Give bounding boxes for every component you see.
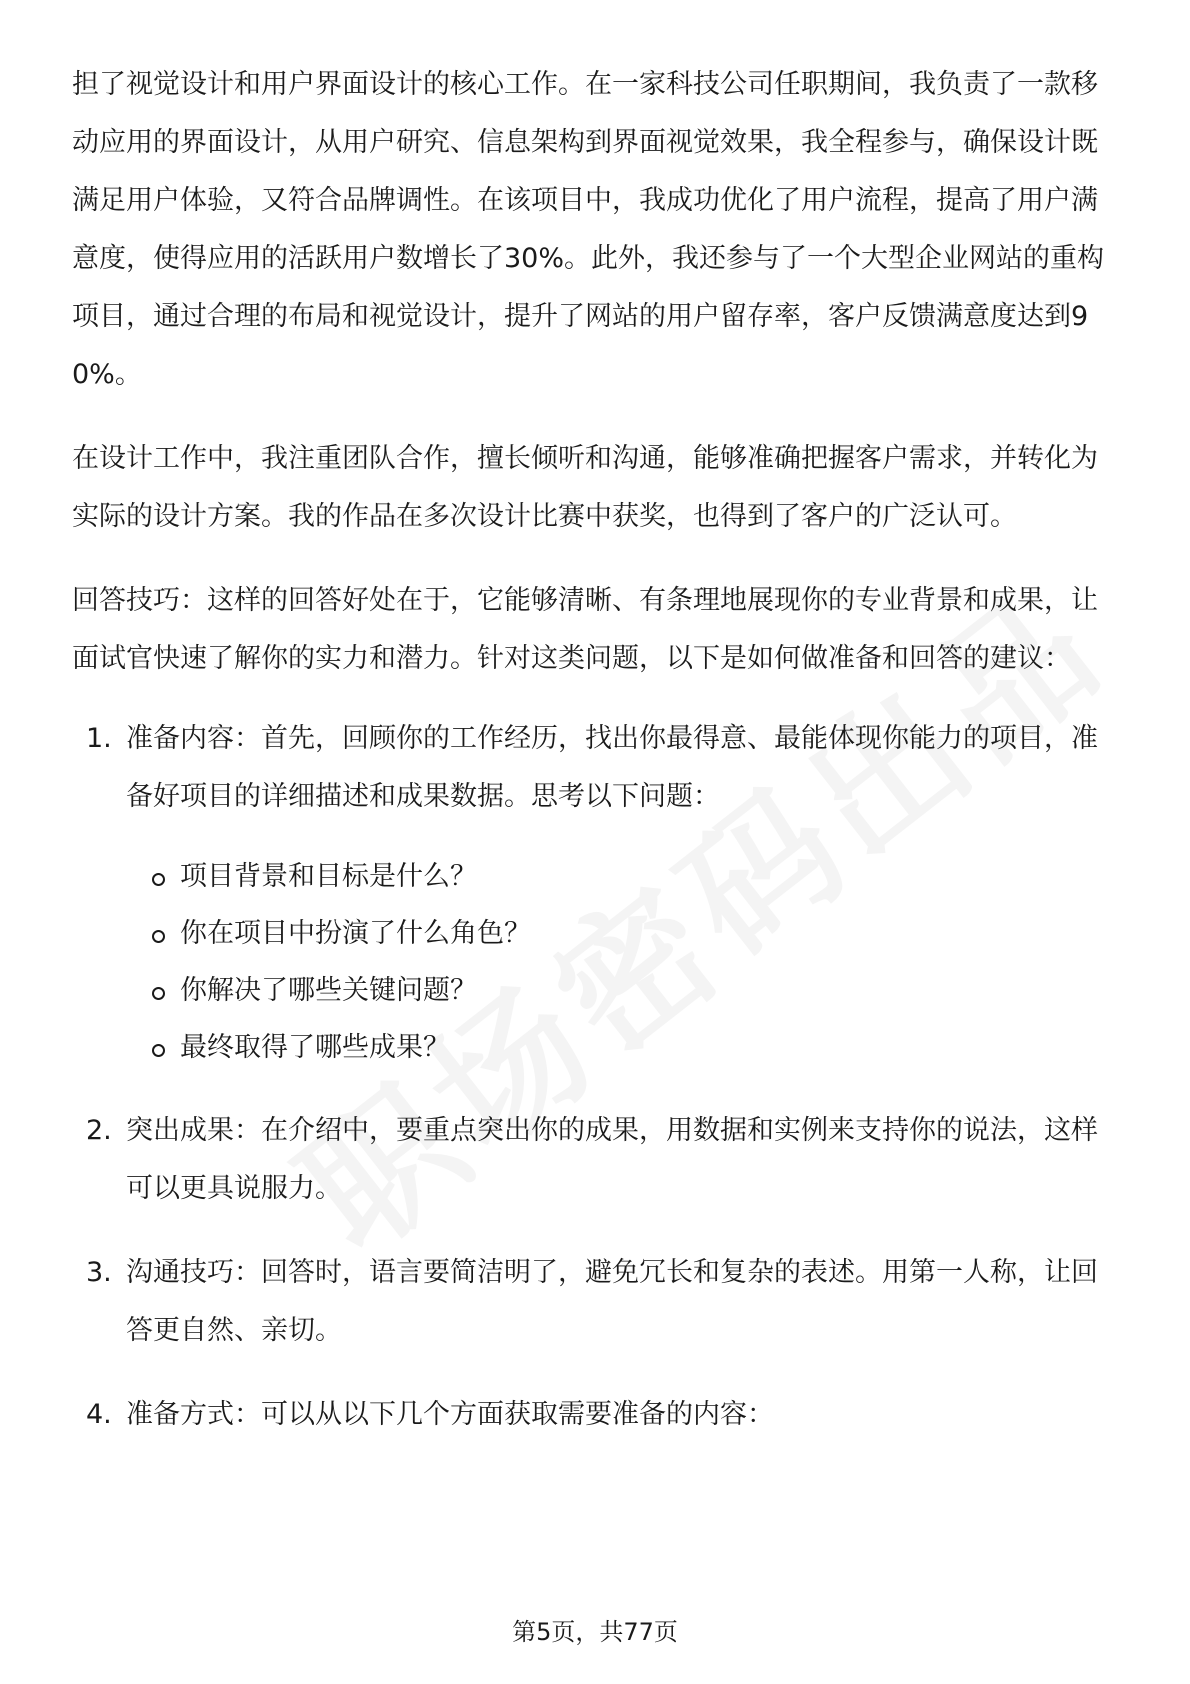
list-item-number: 1. [86,723,112,754]
sub-question-list [126,848,1122,1076]
paragraph-experience: 担了视觉设计和用户界面设计的核心工作。在一家科技公司任职期间，我负责了一款移动应用的界面设计，从用户研究、信息架构到界面视觉效果，我全程参与，确保设计既满足用户体验，又符合品牌调性。在该项目中，我成功优化了用户流程，提高了用户满意度，使得应用的活跃用户数增长了30%。此外，我还参与了一个大型企业网站的重构项目，通过合理的布局和视觉设计，提升了网站的用户留存率，客户反馈满意度达到90%。 [72,69,1105,390]
page-number-footer: 第5页，共77页 [512,1618,678,1646]
circle-bullet-icon [152,930,165,943]
page-content [72,56,1122,1470]
circle-bullet-icon [152,1044,165,1057]
circle-bullet-icon [152,987,165,1000]
sub-list-item [126,962,1122,1019]
list-item [72,1386,1122,1444]
paragraph-teamwork: 在设计工作中，我注重团队合作，擅长倾听和沟通，能够准确把握客户需求，并转化为实际的设计方案。我的作品在多次设计比赛中获奖，也得到了客户的广泛认可。 [72,443,1098,532]
sub-list-item [126,905,1122,962]
list-item-text: 沟通技巧：回答时，语言要简洁明了，避免冗长和复杂的表述。用第一人称，让回答更自然、亲切。 [126,1257,1098,1346]
list-item [72,1244,1122,1360]
list-item [72,1102,1122,1218]
sub-list-item [126,848,1122,905]
list-item [72,710,1122,1076]
list-item-text: 突出成果：在介绍中，要重点突出你的成果，用数据和实例来支持你的说法，这样可以更具说服力。 [126,1115,1098,1204]
sub-list-item-text: 你解决了哪些关键问题？ [180,975,477,1006]
list-item-text: 准备内容：首先，回顾你的工作经历，找出你最得意、最能体现你能力的项目，准备好项目的详细描述和成果数据。思考以下问题： [126,723,1098,812]
list-item-number: 4. [86,1399,112,1430]
sub-list-item-text: 你在项目中扮演了什么角色？ [180,918,531,949]
sub-list-item-text: 项目背景和目标是什么？ [180,861,477,892]
list-item-number: 2. [86,1115,112,1146]
list-item-number: 3. [86,1257,112,1288]
circle-bullet-icon [152,873,165,886]
sub-list-item-text: 最终取得了哪些成果？ [180,1032,450,1063]
list-item-text: 准备方式：可以从以下几个方面获取需要准备的内容： [126,1399,774,1430]
sub-list-item [126,1019,1122,1076]
tips-list [72,710,1122,1444]
paragraph-answer-tips: 回答技巧：这样的回答好处在于，它能够清晰、有条理地展现你的专业背景和成果，让面试官快速了解你的实力和潜力。针对这类问题，以下是如何做准备和回答的建议： [72,585,1098,674]
